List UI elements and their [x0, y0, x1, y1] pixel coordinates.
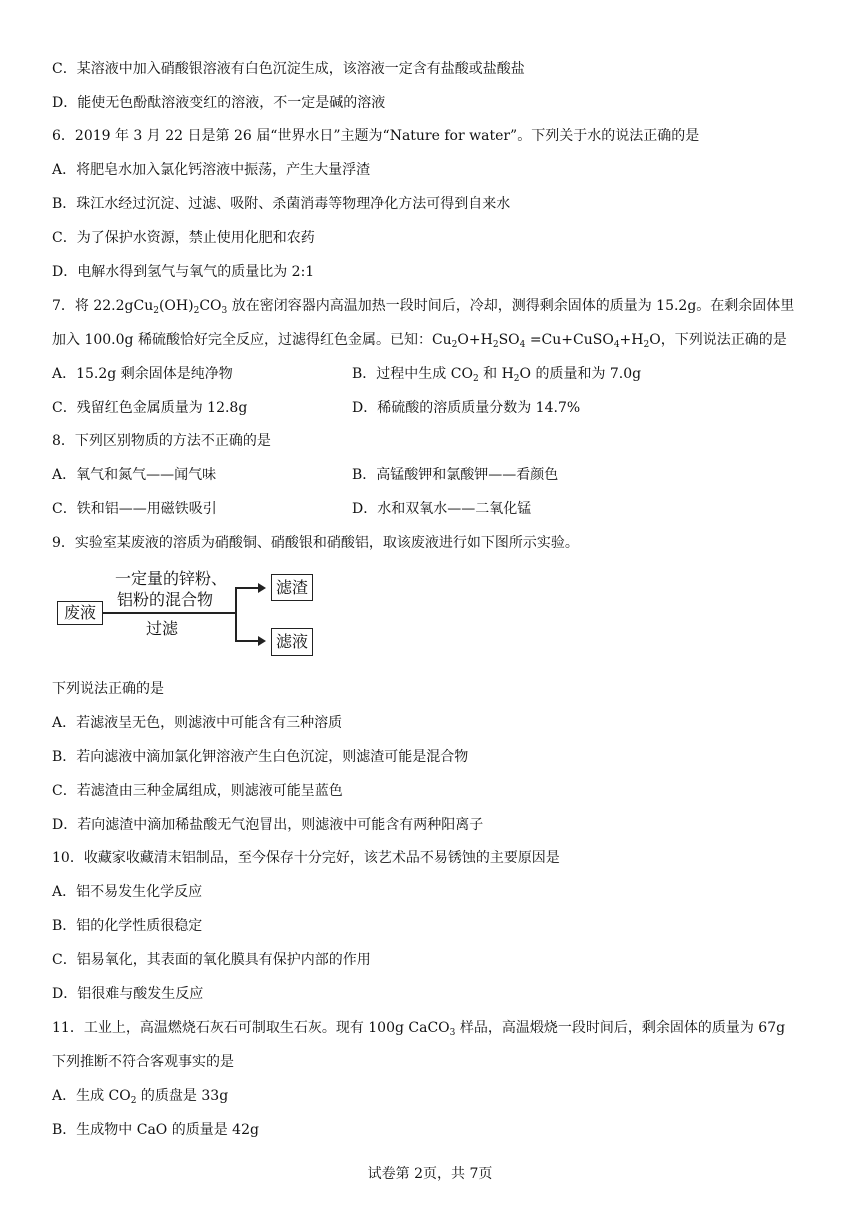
main-flow-line: [102, 612, 235, 614]
q9-stem: 9．实验室某废液的溶质为硝酸铜、硝酸银和硝酸铝，取该废液进行如下图所示实验。: [52, 535, 579, 551]
q9-lead: 下列说法正确的是: [52, 681, 164, 697]
q10-option-a: A．铝不易发生化学反应: [52, 884, 203, 900]
arrow-top-icon: [258, 583, 266, 593]
q7-stem-line1: 7．将 $22.2gCu_2(OH)_2CO_3$ 放在密闭容器内高温加热一段时间后，冷却，测得剩余固体的质量为 15.2g。在剩余固体里: [52, 298, 795, 316]
residue-box: 滤渣: [271, 574, 313, 601]
q10-option-c: C．铝易氧化，其表面的氧化膜具有保护内部的作用: [52, 952, 371, 968]
q8-option-b: B．高锰酸钾和氯酸钾——看颜色: [352, 467, 559, 483]
q11-option-a: A．生成 $CO_2$ 的质盘是 33g: [52, 1088, 229, 1106]
q9-flow-diagram: [55, 567, 325, 662]
q7-stem-line2: 加入 100.0g 稀硫酸恰好完全反应，过滤得红色金属。已知：$Cu_2O+H_2SO_4$ $=Cu+CuSO_4+H_2O$，下列说法正确的是: [52, 332, 787, 350]
branch-bottom-line: [235, 640, 258, 642]
reagent-label-line1: 一定量的锌粉、: [115, 569, 228, 588]
q5-option-c: C．某溶液中加入硝酸银溶液有白色沉淀生成，该溶液一定含有盐酸或盐酸盐: [52, 61, 525, 77]
q8-stem: 8．下列区别物质的方法不正确的是: [52, 433, 271, 449]
operation-label: 过滤: [146, 619, 179, 638]
q9-option-a: A．若滤液呈无色，则滤液中可能含有三种溶质: [52, 715, 343, 731]
q8-option-d: D．水和双氧水——二氧化锰: [352, 501, 532, 517]
q7-option-c: C．残留红色金属质量为 12.8g: [52, 400, 248, 416]
reagent-label-line2: 铝粉的混合物: [117, 590, 214, 609]
q9-option-b: B．若向滤液中滴加氯化钾溶液产生白色沉淀，则滤渣可能是混合物: [52, 749, 469, 765]
branch-top-line: [235, 587, 258, 589]
q6-option-d: D．电解水得到氢气与氧气的质量比为 2:1: [52, 264, 315, 280]
q11-stem-line1: 11．工业上，高温燃烧石灰石可制取生石灰。现有 100g CaCO$_3$ 样品，高温煅烧一段时间后，剩余固体的质量为 67g: [52, 1020, 786, 1038]
q10-option-d: D．铝很难与酸发生反应: [52, 986, 204, 1002]
q11-stem-line2: 下列推断不符合客观事实的是: [52, 1054, 234, 1070]
q11-option-b: B．生成物中 CaO 的质量是 42g: [52, 1122, 259, 1138]
arrow-bottom-icon: [258, 636, 266, 646]
q10-option-b: B．铝的化学性质很稳定: [52, 918, 203, 934]
q7-option-a: A．15.2g 剩余固体是纯净物: [52, 366, 233, 382]
q9-option-c: C．若滤渣由三种金属组成，则滤液可能呈蓝色: [52, 783, 343, 799]
split-line: [235, 587, 237, 641]
page-footer: 试卷第 2页，共 7页: [367, 1166, 493, 1182]
q7-option-d: D．稀硫酸的溶质质量分数为 14.7%: [352, 400, 581, 416]
q6-option-c: C．为了保护水资源，禁止使用化肥和农药: [52, 230, 315, 246]
q10-stem: 10．收藏家收藏清末铝制品，至今保存十分完好，该艺术品不易锈蚀的主要原因是: [52, 850, 560, 866]
q6-option-b: B．珠江水经过沉淀、过滤、吸附、杀菌消毒等物理净化方法可得到自来水: [52, 196, 511, 212]
q8-option-c: C．铁和铝——用磁铁吸引: [52, 501, 217, 517]
filtrate-box: 滤液: [271, 628, 313, 656]
q6-option-a: A．将肥皂水加入氯化钙溶液中振荡，产生大量浮渣: [52, 162, 371, 178]
q8-option-a: A．氧气和氮气——闻气味: [52, 467, 217, 483]
q7-option-b: B．过程中生成 $CO_2$ 和 $H_2O$ 的质量和为 7.0g: [352, 366, 642, 384]
q6-stem: 6．2019 年 3 月 22 日是第 26 届“世界水日”主题为“Nature for water”。下列关于水的说法正确的是: [52, 128, 700, 144]
q9-option-d: D．若向滤渣中滴加稀盐酸无气泡冒出，则滤液中可能含有两种阳离子: [52, 817, 484, 833]
waste-liquid-box: 废液: [57, 601, 103, 625]
q5-option-d: D．能使无色酚酞溶液变红的溶液，不一定是碱的溶液: [52, 95, 386, 111]
